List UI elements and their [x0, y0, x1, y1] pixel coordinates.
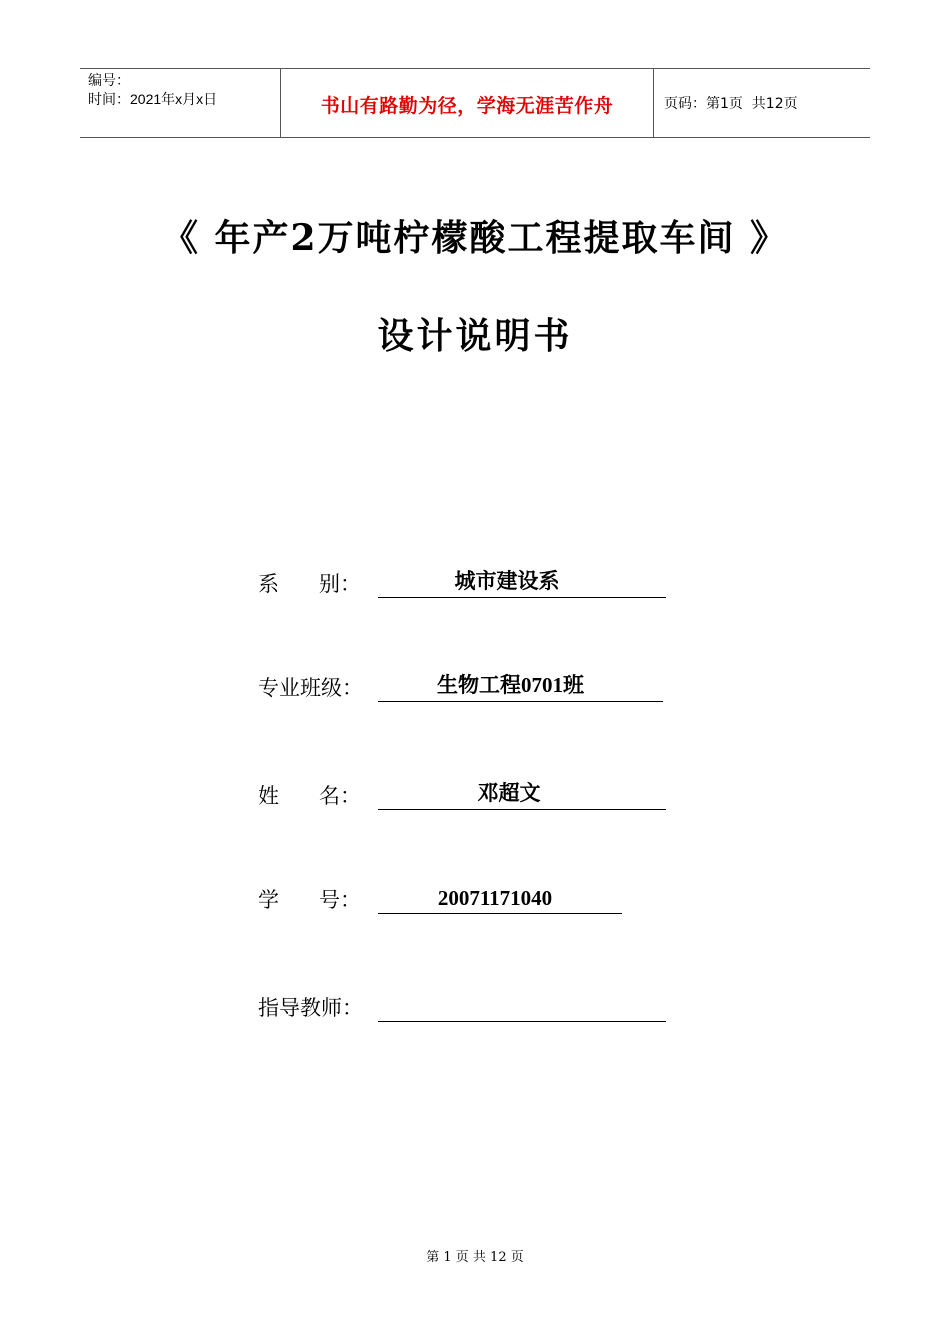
- header-meta-cell: [80, 69, 281, 137]
- header-motto: 书山有路勤为径，学海无涯苦作舟: [320, 94, 614, 117]
- field-name: [258, 774, 666, 810]
- document-title: 《 年产2万吨柠檬酸工程提取车间 》: [161, 217, 789, 259]
- field-advisor: [258, 986, 666, 1022]
- field-class: [258, 666, 663, 702]
- field-name-line: [378, 780, 666, 810]
- field-name-value: 邓超文: [477, 781, 541, 805]
- header-motto-cell: [281, 69, 654, 137]
- header-date-label: 时间：2021年x月x日: [88, 91, 218, 107]
- field-student-id-value: 20071171040: [437, 886, 553, 910]
- field-department-value: 城市建设系: [454, 569, 560, 593]
- field-advisor-line: [378, 992, 666, 1022]
- field-advisor-label: 指导教师：: [258, 996, 363, 1020]
- field-department-label: 系 别：: [258, 572, 362, 596]
- header-page-cell: [654, 69, 870, 137]
- header-page-info: 页码：第1页 共12页: [664, 96, 798, 112]
- header-number-label: 编号：: [88, 72, 130, 88]
- page-footer: [0, 1246, 950, 1265]
- field-class-label: 专业班级：: [258, 676, 363, 700]
- field-student-id: [258, 878, 622, 914]
- field-department: [258, 562, 666, 598]
- field-student-id-line: [378, 884, 622, 914]
- field-class-line: [378, 672, 663, 702]
- field-student-id-label: 学 号：: [258, 888, 362, 912]
- field-department-line: [378, 568, 666, 598]
- field-name-label: 姓 名：: [258, 784, 362, 808]
- document-subtitle: 设计说明书: [377, 315, 573, 357]
- footer-page-number: 第 1 页 共 12 页: [426, 1250, 524, 1265]
- page-header: [80, 68, 870, 138]
- field-class-value: 生物工程0701班: [437, 673, 584, 697]
